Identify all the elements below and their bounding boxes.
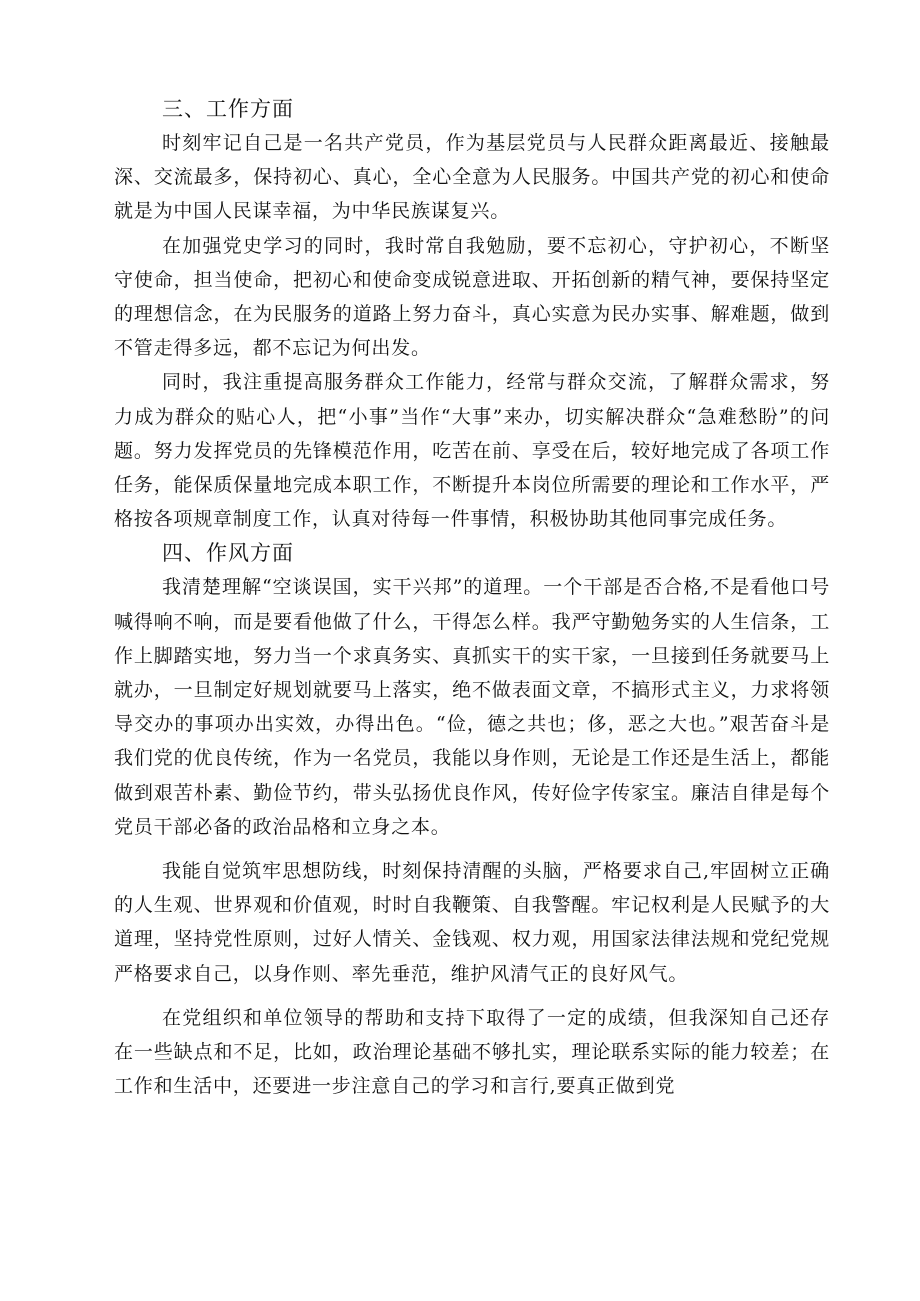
- paragraph: 在加强党史学习的同时，我时常自我勉励，要不忘初心，守护初心，不断坚守使命，担当使命，把初心和使命变成锐意进取、开拓创新的精气神，要保持坚定的理想信念，在为民服务的道路上努力奋斗，真心实意为民办实事、解难题，做到不管走得多远，都不忘记为何出发。: [114, 234, 830, 360]
- document-body: [114, 92, 830, 1103]
- paragraph: 我能自觉筑牢思想防线，时刻保持清醒的头脑，严格要求自己,牢固树立正确的人生观、世界观和价值观，时时自我鞭策、自我警醒。牢记权利是人民赋予的大道理，坚持党性原则，过好人情关、金钱观、权力观，用国家法律法规和党纪党规严格要求自己，以身作则、率先垂范，维护风清气正的良好风气。: [114, 860, 830, 985]
- paragraph: 在党组织和单位领导的帮助和支持下取得了一定的成绩，但我深知自己还存在一些缺点和不足，比如，政治理论基础不够扎实，理论联系实际的能力较差；在工作和生活中，还要进一步注意自己的学习和言行,要真正做到党: [114, 1006, 830, 1098]
- paragraph: 同时，我注重提高服务群众工作能力，经常与群众交流，了解群众需求，努力成为群众的贴心人，把“小事”当作“大事”来办，切实解决群众“急难愁盼”的问题。努力发挥党员的先锋模范作用，吃苦在前、享受在后，较好地完成了各项工作任务，能保质保量地完成本职工作，不断提升本岗位所需要的理论和工作水平，严格按各项规章制度工作，认真对待每一件事情，积极协助其他同事完成任务。: [114, 371, 830, 531]
- paragraph: 我清楚理解“空谈误国，实干兴邦”的道理。一个干部是否合格,不是看他口号喊得响不响，而是要看他做了什么，干得怎么样。我严守勤勉务实的人生信条，工作上脚踏实地，努力当一个求真务实、真抓实干的实干家，一旦接到任务就要马上就办，一旦制定好规划就要马上落实，绝不做表面文章，不搞形式主义，力求将领导交办的事项办出实效，办得出色。“俭，德之共也；侈，恶之大也。”艰苦奋斗是我们党的优良传统，作为一名党员，我能以身作则，无论是工作还是生活上，都能做到艰苦朴素、勤俭节约，带头弘扬优良作风，传好俭字传家宝。廉洁自律是每个党员干部必备的政治品格和立身之本。: [114, 576, 830, 838]
- paragraph: 时刻牢记自己是一名共产党员，作为基层党员与人民群众距离最近、接触最深、交流最多，保持初心、真心，全心全意为人民服务。中国共产党的初心和使命就是为中国人民谋幸福，为中华民族谋复兴。: [114, 132, 830, 223]
- section-heading-work: 三、工作方面: [162, 97, 294, 121]
- section-heading-style: 四、作风方面: [162, 541, 294, 566]
